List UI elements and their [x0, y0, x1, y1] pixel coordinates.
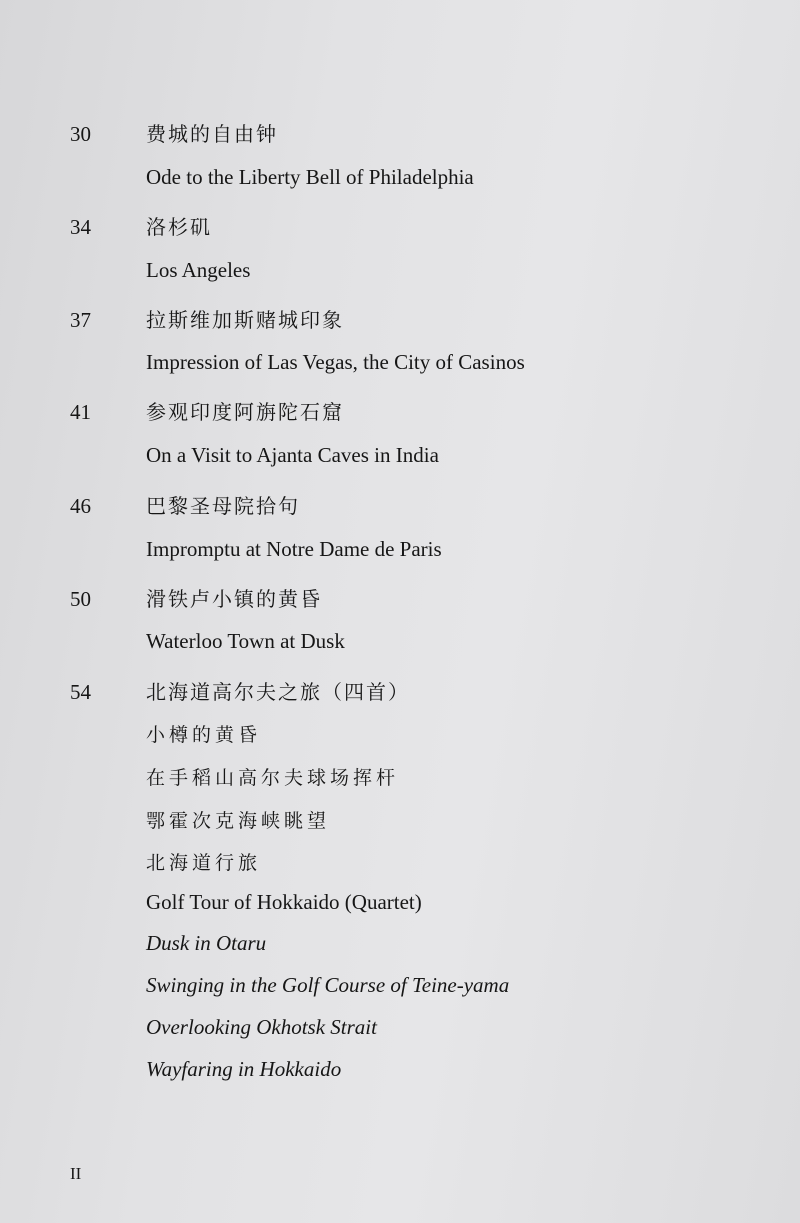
english-title: On a Visit to Ajanta Caves in India	[146, 443, 439, 467]
chinese-title: 参观印度阿旃陀石窟	[146, 400, 344, 424]
page-number: 50	[70, 587, 91, 611]
chinese-title: 滑铁卢小镇的黄昏	[146, 587, 322, 611]
english-title: Impromptu at Notre Dame de Paris	[146, 537, 442, 561]
chinese-subtitle: 小樽的黄昏	[146, 724, 262, 746]
english-subtitle: Swinging in the Golf Course of Teine-yama	[146, 973, 510, 997]
page-number: 37	[70, 308, 91, 332]
page-number: 30	[70, 122, 91, 146]
chinese-title: 洛杉矶	[146, 215, 212, 239]
chinese-title: 北海道高尔夫之旅（四首）	[146, 680, 410, 704]
english-subtitle: Wayfaring in Hokkaido	[146, 1057, 342, 1081]
english-title: Ode to the Liberty Bell of Philadelphia	[146, 165, 474, 189]
page-number: 34	[70, 215, 91, 239]
english-title: Los Angeles	[146, 258, 251, 282]
page-number: 41	[70, 400, 91, 424]
chinese-subtitle: 在手稻山高尔夫球场挥杆	[146, 767, 400, 789]
chinese-title: 巴黎圣母院拾句	[146, 494, 300, 518]
english-title: Waterloo Town at Dusk	[146, 629, 345, 653]
chinese-title: 拉斯维加斯赌城印象	[146, 308, 344, 332]
page-number: 46	[70, 494, 91, 518]
english-title: Golf Tour of Hokkaido (Quartet)	[146, 890, 422, 914]
english-subtitle: Overlooking Okhotsk Strait	[146, 1015, 377, 1039]
english-subtitle: Dusk in Otaru	[146, 931, 267, 955]
chinese-subtitle: 北海道行旅	[146, 852, 262, 874]
page-number: 54	[70, 680, 91, 704]
chinese-subtitle: 鄂霍次克海峡眺望	[146, 810, 331, 832]
english-title: Impression of Las Vegas, the City of Casinos	[146, 350, 525, 374]
chinese-title: 费城的自由钟	[146, 122, 278, 146]
page-folio: II	[70, 1164, 82, 1183]
